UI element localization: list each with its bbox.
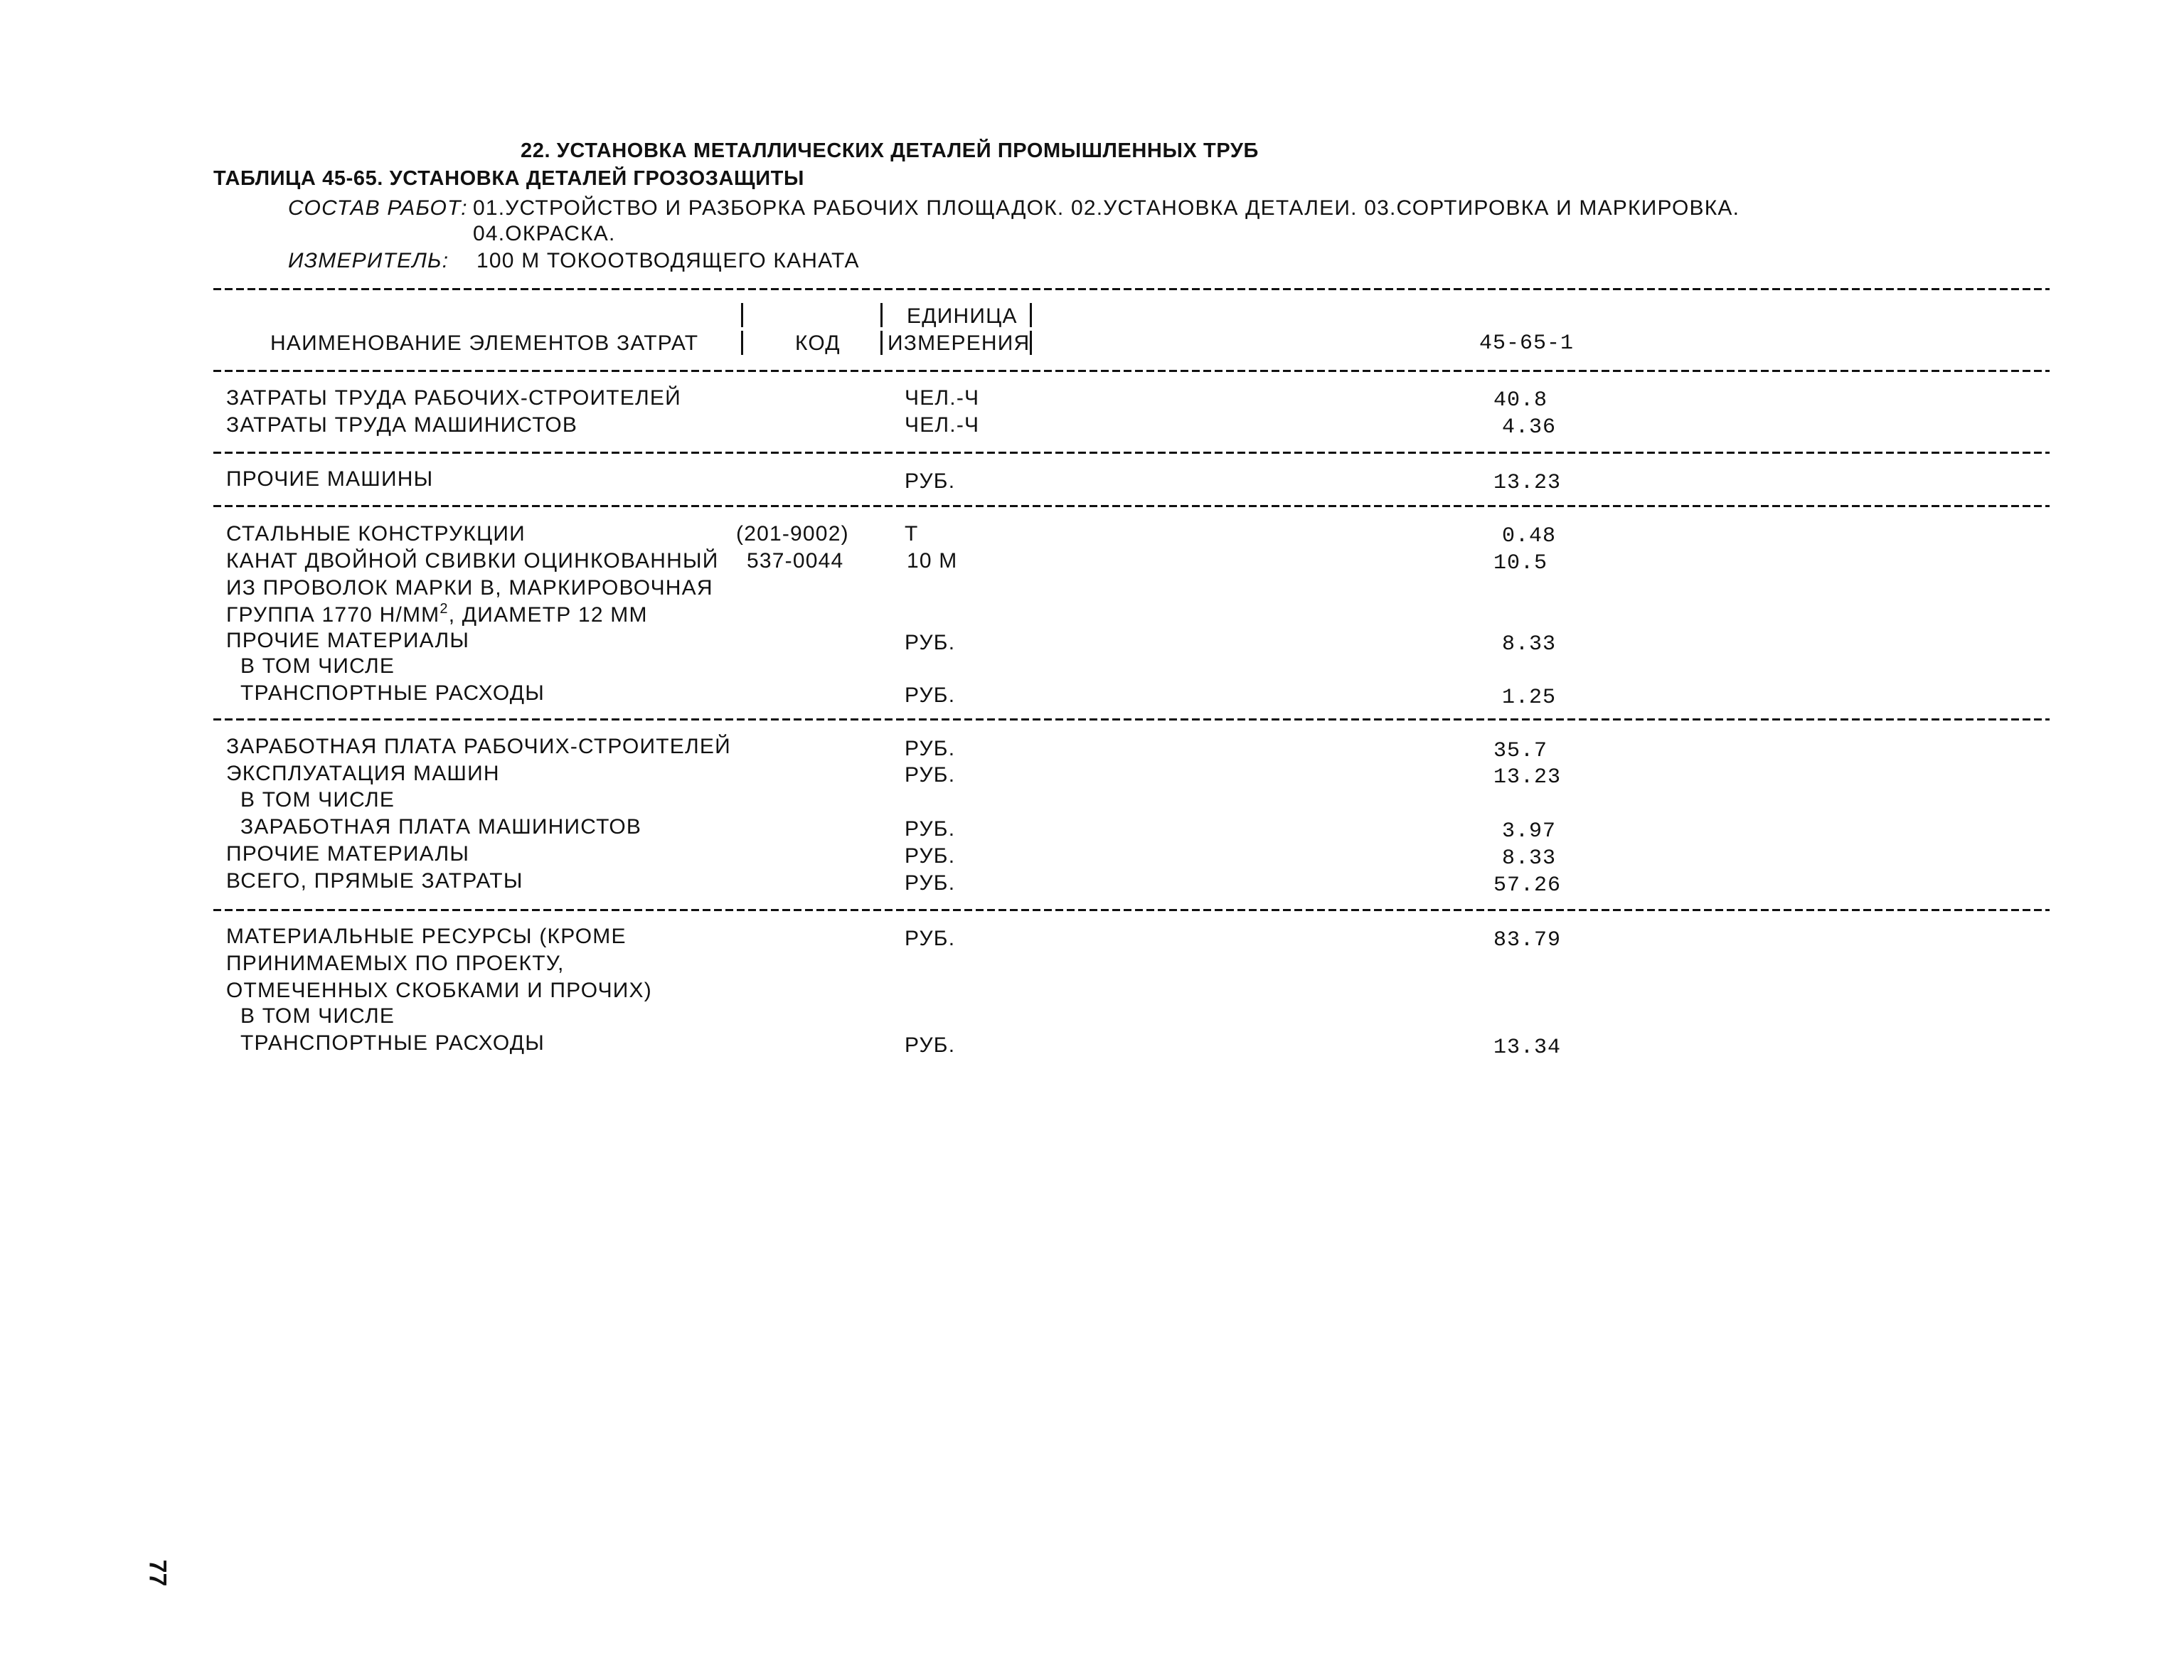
meter-value: 100 М ТОКООТВОДЯЩЕГО КАНАТА bbox=[476, 249, 860, 272]
row-unit: РУБ. bbox=[905, 737, 956, 760]
group-rule bbox=[213, 505, 2050, 507]
header-top-rule bbox=[213, 288, 2050, 290]
row-value: 35.7 bbox=[1493, 739, 1548, 763]
row-code: 537-0044 bbox=[747, 549, 844, 573]
row-value: 10.5 bbox=[1493, 551, 1548, 575]
work-composition-label: СОСТАВ РАБОТ: bbox=[288, 196, 468, 220]
header-divider bbox=[741, 331, 743, 355]
row-value: 13.23 bbox=[1493, 765, 1562, 790]
row-name: ТРАНСПОРТНЫЕ РАСХОДЫ bbox=[240, 681, 545, 705]
row-name-continued: ПРИНИМАЕМЫХ ПО ПРОЕКТУ, bbox=[226, 952, 565, 975]
row-subheading: В ТОМ ЧИСЛЕ bbox=[240, 788, 395, 812]
header-divider bbox=[1030, 303, 1032, 327]
row-unit: 10 М bbox=[907, 549, 958, 573]
row-value: 3.97 bbox=[1502, 819, 1557, 844]
row-name-continued: ОТМЕЧЕННЫХ СКОБКАМИ И ПРОЧИХ) bbox=[226, 979, 652, 1002]
row-unit: РУБ. bbox=[905, 844, 956, 868]
row-name: ЗАРАБОТНАЯ ПЛАТА РАБОЧИХ-СТРОИТЕЛЕЙ bbox=[226, 735, 731, 758]
header-divider bbox=[880, 331, 883, 355]
row-subheading: В ТОМ ЧИСЛЕ bbox=[240, 654, 395, 678]
header-code: КОД bbox=[795, 331, 841, 355]
row-name: ЭКСПЛУАТАЦИЯ МАШИН bbox=[226, 762, 500, 785]
row-unit: ЧЕЛ.-Ч bbox=[905, 413, 980, 437]
group-rule bbox=[213, 452, 2050, 454]
row-value: 83.79 bbox=[1493, 928, 1562, 952]
row-value: 13.34 bbox=[1493, 1036, 1562, 1060]
row-name: ЗАРАБОТНАЯ ПЛАТА МАШИНИСТОВ bbox=[240, 815, 642, 839]
row-unit: РУБ. bbox=[905, 1033, 956, 1057]
row-unit: РУБ. bbox=[905, 631, 956, 654]
table-title: ТАБЛИЦА 45-65. УСТАНОВКА ДЕТАЛЕЙ ГРОЗОЗАЩИТЫ bbox=[213, 167, 804, 190]
work-composition-line2: 04.ОКРАСКА. bbox=[473, 222, 616, 245]
header-divider bbox=[880, 303, 883, 327]
row-value: 1.25 bbox=[1502, 686, 1557, 710]
page-number: 77 bbox=[144, 1559, 171, 1587]
row-name-continued: ИЗ ПРОВОЛОК МАРКИ В, МАРКИРОВОЧНАЯ bbox=[226, 576, 713, 600]
header-divider bbox=[741, 303, 743, 327]
meter-label: ИЗМЕРИТЕЛЬ: bbox=[288, 249, 449, 272]
row-unit: Т bbox=[905, 522, 919, 546]
row-subheading: В ТОМ ЧИСЛЕ bbox=[240, 1004, 395, 1028]
row-name: КАНАТ ДВОЙНОЙ СВИВКИ ОЦИНКОВАННЫЙ bbox=[226, 549, 719, 573]
row-unit: РУБ. bbox=[905, 817, 956, 841]
row-name: ТРАНСПОРТНЫЕ РАСХОДЫ bbox=[240, 1031, 545, 1055]
row-value: 4.36 bbox=[1502, 415, 1557, 440]
section-title: 22. УСТАНОВКА МЕТАЛЛИЧЕСКИХ ДЕТАЛЕЙ ПРОМЫШЛЕННЫХ ТРУБ bbox=[521, 139, 1259, 162]
work-composition-line1: 01.УСТРОЙСТВО И РАЗБОРКА РАБОЧИХ ПЛОЩАДОК. 02.УСТАНОВКА ДЕТАЛЕИ. 03.СОРТИРОВКА И МАРКИРОВКА. bbox=[473, 196, 1740, 220]
row-value: 13.23 bbox=[1493, 471, 1562, 495]
row-unit: РУБ. bbox=[905, 763, 956, 787]
row-value: 8.33 bbox=[1502, 632, 1557, 656]
row-name: МАТЕРИАЛЬНЫЕ РЕСУРСЫ (КРОМЕ bbox=[226, 925, 627, 948]
row-name: ПРОЧИЕ МАТЕРИАЛЫ bbox=[226, 629, 470, 652]
row-value: 0.48 bbox=[1502, 524, 1557, 548]
header-unit-top: ЕДИНИЦА bbox=[907, 304, 1018, 328]
row-name: ПРОЧИЕ МАТЕРИАЛЫ bbox=[226, 842, 470, 866]
header-column-id: 45-65-1 bbox=[1479, 331, 1575, 356]
row-name: ЗАТРАТЫ ТРУДА МАШИНИСТОВ bbox=[226, 413, 578, 437]
row-value: 40.8 bbox=[1493, 388, 1548, 413]
row-value: 57.26 bbox=[1493, 873, 1562, 898]
row-unit: РУБ. bbox=[905, 684, 956, 707]
row-name: СТАЛЬНЫЕ КОНСТРУКЦИИ bbox=[226, 522, 526, 546]
row-unit: ЧЕЛ.-Ч bbox=[905, 386, 980, 410]
row-code: (201-9002) bbox=[736, 522, 849, 546]
header-name: НАИМЕНОВАНИЕ ЭЛЕМЕНТОВ ЗАТРАТ bbox=[270, 331, 699, 355]
header-bottom-rule bbox=[213, 370, 2050, 372]
row-value: 8.33 bbox=[1502, 846, 1557, 871]
header-unit-bottom: ИЗМЕРЕНИЯ bbox=[888, 331, 1030, 355]
row-name: ПРОЧИЕ МАШИНЫ bbox=[226, 467, 434, 491]
header-divider bbox=[1030, 331, 1032, 355]
row-name: ВСЕГО, ПРЯМЫЕ ЗАТРАТЫ bbox=[226, 869, 523, 893]
row-name: ЗАТРАТЫ ТРУДА РАБОЧИХ-СТРОИТЕЛЕЙ bbox=[226, 386, 681, 410]
group-rule bbox=[213, 909, 2050, 911]
row-unit: РУБ. bbox=[905, 927, 956, 950]
row-unit: РУБ. bbox=[905, 871, 956, 895]
group-rule bbox=[213, 718, 2050, 721]
row-name-continued: ГРУППА 1770 $Н/ММ^2$, ДИАМЕТР 12 ММ bbox=[226, 601, 648, 627]
row-unit: РУБ. bbox=[905, 469, 956, 493]
